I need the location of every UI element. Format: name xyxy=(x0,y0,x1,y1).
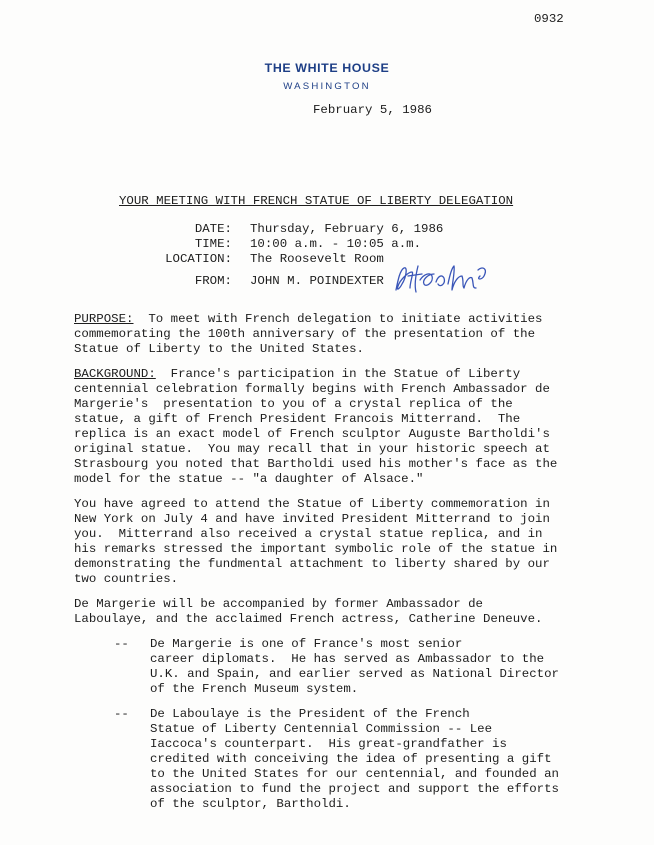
time-label: TIME: xyxy=(194,237,232,251)
background-line-7: Strasbourg you noted that Bartholdi used his mother's face as the xyxy=(74,457,558,471)
para3-line-4: his remarks stressed the important symbolic role of the statue in xyxy=(74,542,558,556)
background-line-4: statue, a gift of French President Francois Mitterrand. The xyxy=(74,412,521,426)
para3-line-5: demonstrating the fundmental attachment to liberty shared by our xyxy=(74,557,550,571)
background-label: BACKGROUND: xyxy=(74,367,156,381)
letterhead-subtitle: WASHINGTON xyxy=(283,81,371,92)
purpose-line-1: PURPOSE: To meet with French delegation to initiate activities xyxy=(74,312,543,326)
bullet2-line-4: credited with conceiving the idea of presenting a gift xyxy=(150,752,552,766)
bullet1-line-1: De Margerie is one of France's most senior xyxy=(150,637,463,651)
bullet1-line-2: career diplomats. He has served as Ambassador to the xyxy=(150,652,545,666)
location-label: LOCATION: xyxy=(165,252,232,266)
document-number: 0932 xyxy=(534,12,564,26)
bullet-dash-2: -- xyxy=(114,707,129,721)
bullet2-line-3: Iaccoca's counterpart. His great-grandfather is xyxy=(150,737,507,751)
para3-line-3: you. Mitterrand also received a crystal statue replica, and in xyxy=(74,527,543,541)
bullet2-line-6: association to fund the project and support the efforts xyxy=(150,782,559,796)
date-label: DATE: xyxy=(194,222,232,236)
location-value: The Roosevelt Room xyxy=(250,252,384,266)
letterhead-title: THE WHITE HOUSE xyxy=(264,61,390,75)
from-label: FROM: xyxy=(194,274,232,288)
purpose-label: PURPOSE: xyxy=(74,312,134,326)
background-line-6: original statue. You may recall that in your historic speech at xyxy=(74,442,550,456)
background-line-5: replica is an exact model of French sculptor Auguste Bartholdi's xyxy=(74,427,550,441)
para4-line-2: Laboulaye, and the acclaimed French actress, Catherine Deneuve. xyxy=(74,612,543,626)
memo-subject: YOUR MEETING WITH FRENCH STATUE OF LIBERTY DELEGATION xyxy=(119,194,514,208)
para3-line-2: New York on July 4 and have invited President Mitterrand to join xyxy=(74,512,550,526)
from-value: JOHN M. POINDEXTER xyxy=(250,274,384,288)
bullet2-line-1: De Laboulaye is the President of the French xyxy=(150,707,470,721)
para4-line-1: De Margerie will be accompanied by former Ambassador de xyxy=(74,597,483,611)
bullet2-line-5: to the United States for our centennial, and founded an xyxy=(150,767,559,781)
background-line-2: centennial celebration formally begins with French Ambassador de xyxy=(74,382,550,396)
bullet1-line-4: of the French Museum system. xyxy=(150,682,359,696)
purpose-line-2: commemorating the 100th anniversary of the presentation of the xyxy=(74,327,536,341)
bullet2-line-7: of the sculptor, Bartholdi. xyxy=(150,797,351,811)
bullet-dash-1: -- xyxy=(114,637,129,651)
para3-line-6: two countries. xyxy=(74,572,179,586)
purpose-line-3: Statue of Liberty to the United States. xyxy=(74,342,364,356)
background-line-8: model for the statue -- "a daughter of Alsace." xyxy=(74,472,424,486)
date-value: Thursday, February 6, 1986 xyxy=(250,222,444,236)
time-value: 10:00 a.m. - 10:05 a.m. xyxy=(250,237,422,251)
bullet1-line-3: U.K. and Spain, and earlier served as National Director xyxy=(150,667,559,681)
memo-date: February 5, 1986 xyxy=(313,103,432,117)
background-line-1: BACKGROUND: France's participation in the Statue of Liberty xyxy=(74,367,521,381)
handwritten-initials-signature xyxy=(392,262,492,298)
para3-line-1: You have agreed to attend the Statue of Liberty commemoration in xyxy=(74,497,550,511)
bullet2-line-2: Statue of Liberty Centennial Commission -- Lee xyxy=(150,722,493,736)
background-line-3: Margerie's presentation to you of a crystal replica of the xyxy=(74,397,513,411)
